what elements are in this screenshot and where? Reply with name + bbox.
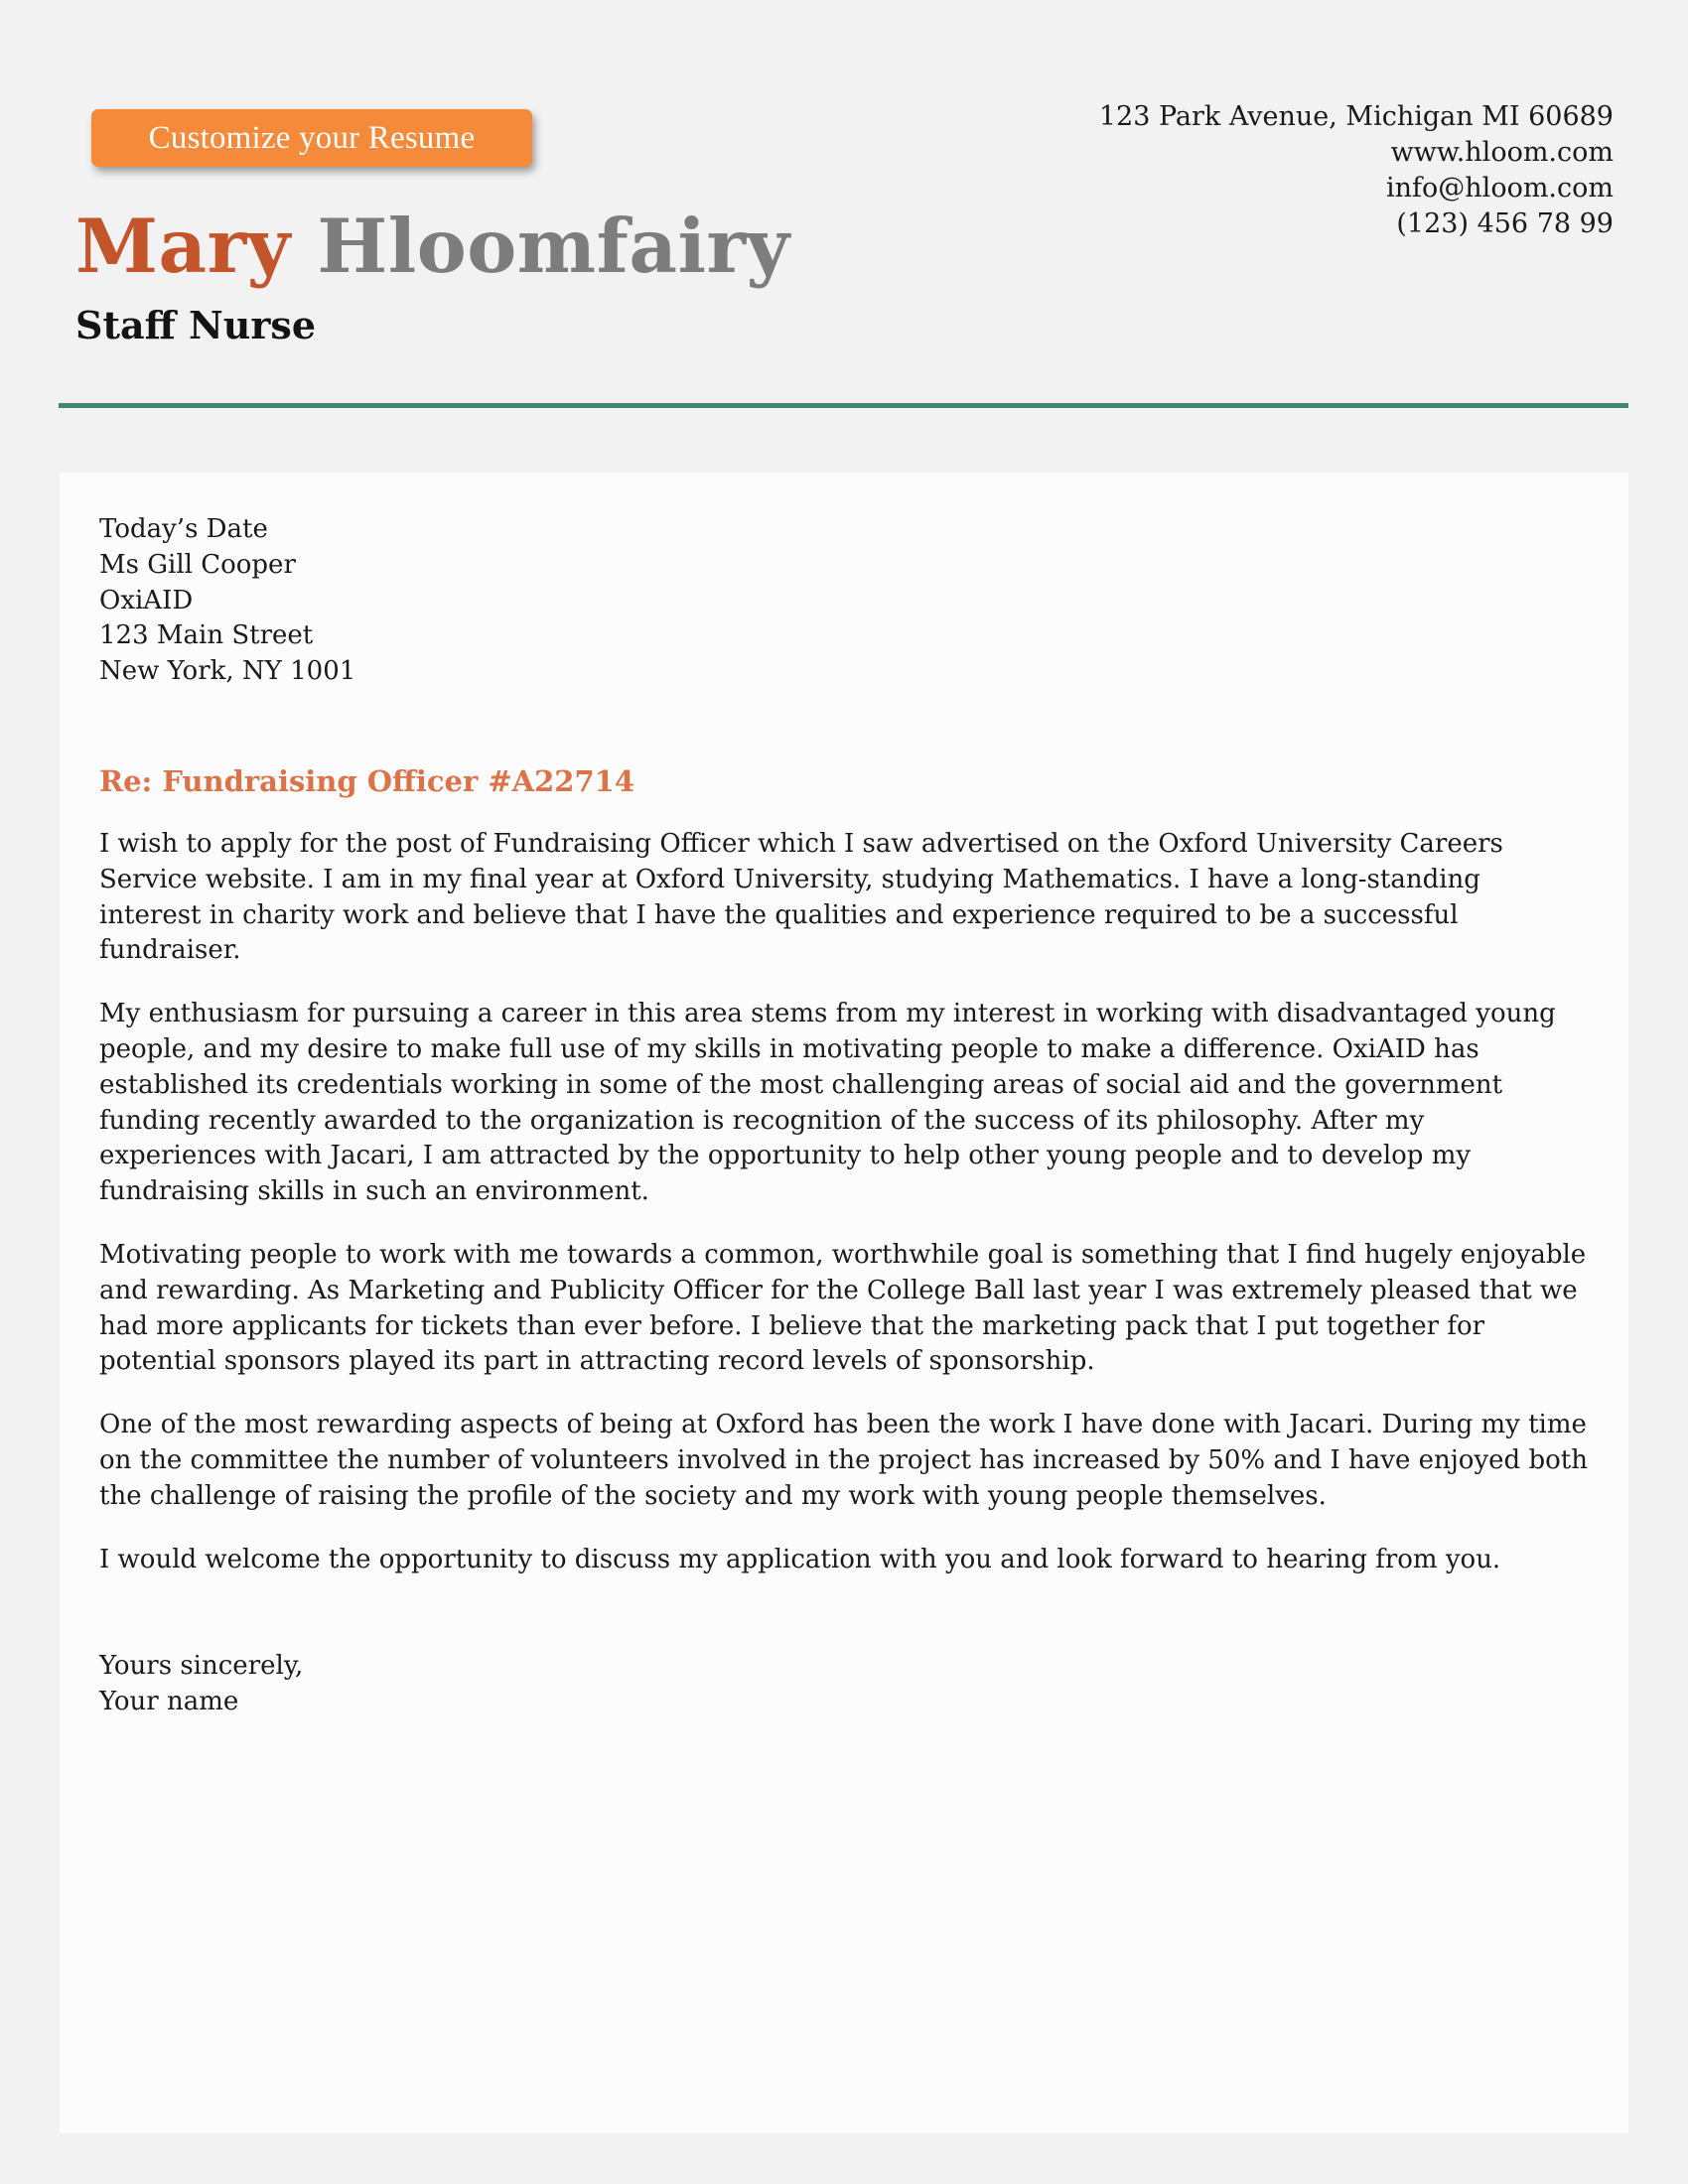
applicant-name — [75, 199, 790, 294]
customize-resume-button[interactable]: Customize your Resume — [91, 109, 532, 167]
closing-block — [99, 1649, 1589, 1720]
recipient-company: OxiAID — [99, 585, 194, 615]
paragraph: My enthusiasm for pursuing a career in this area stems from my interest in working with disadvantaged young people, and my desire to make full use of my skills in motivating people to make a difference. OxiAID has established its credentials working in some of the most challenging areas of social aid and the government funding recently awarded to the organization is recognition of the success of its philosophy. After my experiences with Jacari, I am attracted by the opportunity to help other young people and to develop my fundraising skills in such an environment. — [99, 999, 1556, 1207]
closing-salutation: Yours sincerely, — [99, 1651, 304, 1682]
contact-address: 123 Park Avenue, Michigan MI 60689 — [1098, 101, 1614, 132]
letter-date: Today’s Date — [99, 514, 268, 544]
paragraph: I wish to apply for the post of Fundraising Officer which I saw advertised on the Oxford University Careers Service website. I am in my final year at Oxford University, studying Mathematics. I have a long-standing interest in charity work and believe that I have the qualities and experience required to be a successful fundraiser. — [99, 828, 1503, 966]
contact-email[interactable]: info@hloom.com — [1386, 173, 1614, 204]
first-name: Mary — [75, 203, 291, 290]
paragraph: Motivating people to work with me towards a common, worthwhile goal is something that I find hugely enjoyable and rewarding. As Marketing and Publicity Officer for the College Ball last year I was extremely pleased that we had more applicants for tickets than ever before. I believe that the marketing pack that I put together for potential sponsors played its part in attracting record levels of sponsorship. — [99, 1239, 1587, 1377]
signature: Your name — [99, 1687, 239, 1717]
recipient-street: 123 Main Street — [99, 620, 314, 651]
recipient-name: Ms Gill Cooper — [99, 549, 296, 580]
last-name: Hloomfairy — [317, 203, 790, 290]
header-divider — [59, 403, 1628, 408]
recipient-city: New York, NY 1001 — [99, 656, 356, 687]
paragraph: One of the most rewarding aspects of being at Oxford has been the work I have done with Jacari. During my time on the committee the number of volunteers involved in the project has increased by 50% and I have enjoyed both the challenge of raising the profile of the society and my work with young people themselves. — [99, 1410, 1588, 1511]
letter-body — [60, 473, 1628, 2133]
contact-info — [1099, 99, 1614, 242]
recipient-block — [99, 512, 1589, 690]
paragraph: I would welcome the opportunity to discuss my application with you and look forward to hearing from you. — [99, 1544, 1501, 1574]
contact-phone: (123) 456 78 99 — [1396, 208, 1614, 239]
contact-website[interactable]: www.hloom.com — [1390, 137, 1614, 168]
job-title: Staff Nurse — [75, 303, 316, 347]
letter-subject: Re: Fundraising Officer #A22714 — [99, 763, 635, 798]
